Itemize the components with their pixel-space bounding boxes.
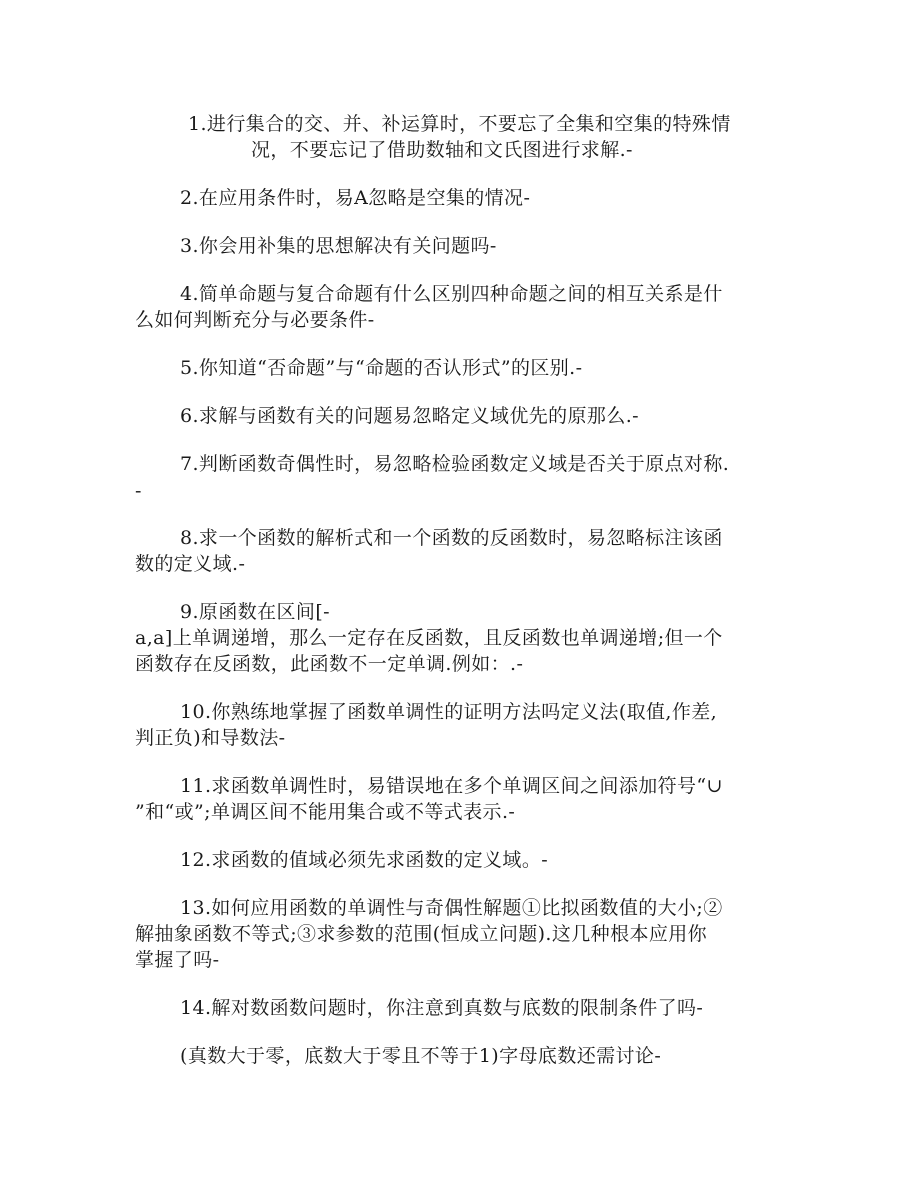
- item-8-line-1: 8.求一个函数的解析式和一个函数的反函数时，易忽略标注该函: [180, 527, 723, 549]
- item-14-line-2: (真数大于零，底数大于零且不等于1)字母底数还需讨论-: [180, 1045, 662, 1067]
- item-11-line-1: 11.求函数单调性时，易错误地在多个单调区间之间添加符号“∪: [180, 775, 723, 797]
- item-14-line-1: 14.解对数函数问题时，你注意到真数与底数的限制条件了吗-: [180, 997, 704, 1019]
- item-11-line-2: ”和“或”;单调区间不能用集合或不等式表示.-: [135, 801, 516, 823]
- item-3-line-1: 3.你会用补集的思想解决有关问题吗-: [180, 235, 497, 257]
- item-10-line-1: 10.你熟练地掌握了函数单调性的证明方法吗定义法(取值,作差,: [180, 701, 718, 723]
- item-7-line-2: -: [135, 480, 142, 502]
- item-1-line-2: 况，不要忘记了借助数轴和文氏图进行求解.-: [251, 139, 633, 161]
- item-6-line-1: 6.求解与函数有关的问题易忽略定义域优先的原那么.-: [180, 405, 639, 427]
- item-1-line-1: 1.进行集合的交、并、补运算时，不要忘了全集和空集的特殊情: [188, 113, 731, 135]
- item-13-line-2: 解抽象函数不等式;③求参数的范围(恒成立问题).这几种根本应用你: [135, 923, 708, 945]
- item-2-line-1: 2.在应用条件时，易A忽略是空集的情况-: [180, 187, 531, 209]
- item-13-line-1: 13.如何应用函数的单调性与奇偶性解题①比拟函数值的大小;②: [180, 897, 723, 919]
- item-13-line-3: 掌握了吗-: [135, 949, 220, 971]
- item-9-line-1: 9.原函数在区间[-: [180, 601, 330, 623]
- item-4-line-1: 4.简单命题与复合命题有什么区别四种命题之间的相互关系是什: [180, 283, 723, 305]
- item-7-line-1: 7.判断函数奇偶性时，易忽略检验函数定义域是否关于原点对称.: [180, 453, 730, 475]
- item-12-line-1: 12.求函数的值域必须先求函数的定义域。-: [180, 849, 549, 871]
- item-9-line-3: 函数存在反函数，此函数不一定单调.例如：.-: [135, 653, 524, 675]
- item-8-line-2: 数的定义域.-: [135, 553, 246, 575]
- item-10-line-2: 判正负)和导数法-: [135, 727, 286, 749]
- item-5-line-1: 5.你知道“否命题”与“命题的否认形式”的区别.-: [180, 357, 583, 379]
- item-9-line-2: a,a]上单调递增，那么一定存在反函数，且反函数也单调递增;但一个: [135, 627, 723, 649]
- item-4-line-2: 么如何判断充分与必要条件-: [135, 309, 375, 331]
